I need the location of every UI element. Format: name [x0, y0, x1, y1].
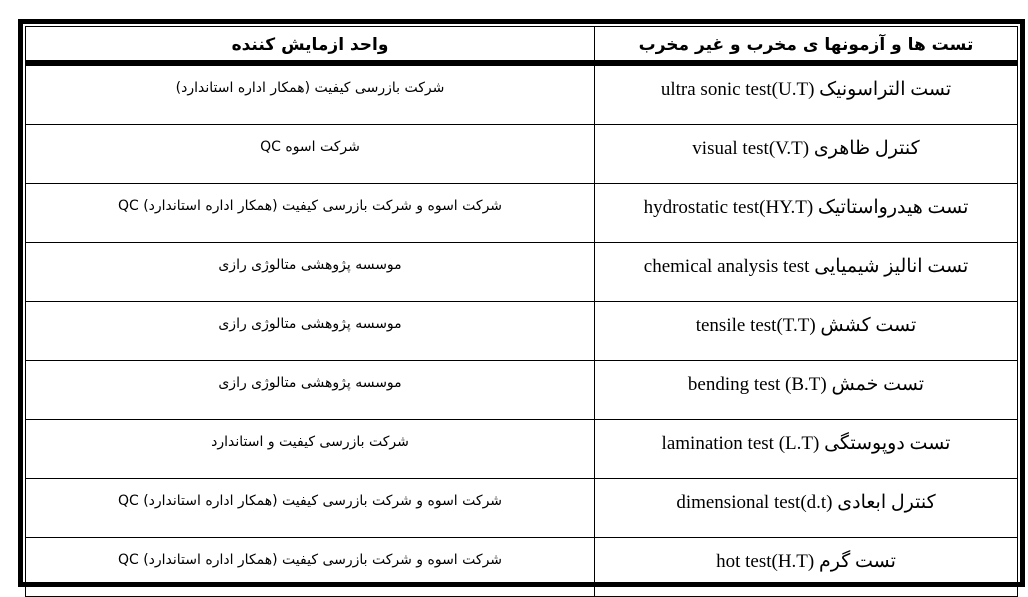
table-row: [26, 125, 1018, 184]
test-cell: کنترل ظاهری visual test(V.T): [595, 125, 1018, 184]
tests-table-frame: [18, 19, 1025, 587]
table-row: [26, 538, 1018, 597]
unit-cell: موسسه پژوهشی متالوژی رازی: [26, 243, 595, 302]
table-row: [26, 184, 1018, 243]
tests-table: [25, 26, 1018, 597]
table-row: [26, 361, 1018, 420]
unit-cell: شرکت بازرسی کیفیت و استاندارد: [26, 420, 595, 479]
test-cell: تست کشش tensile test(T.T): [595, 302, 1018, 361]
test-cell: کنترل ابعادی dimensional test(d.t): [595, 479, 1018, 538]
header-tests: تست ها و آزمونها ی مخرب و غیر مخرب: [595, 27, 1018, 64]
test-cell: تست انالیز شیمیایی chemical analysis test: [595, 243, 1018, 302]
unit-cell: موسسه پژوهشی متالوژی رازی: [26, 361, 595, 420]
unit-cell: شرکت بازرسی کیفیت (همکار اداره استاندارد): [26, 63, 595, 125]
test-cell: تست التراسونیک ultra sonic test(U.T): [595, 63, 1018, 125]
header-row: [26, 27, 1018, 64]
test-cell: تست دوپوستگی lamination test (L.T): [595, 420, 1018, 479]
test-cell: تست خمش bending test (B.T): [595, 361, 1018, 420]
table-row: [26, 243, 1018, 302]
header-unit: واحد ازمایش کننده: [26, 27, 595, 64]
unit-cell: شرکت اسوه و شرکت بازرسی کیفیت (همکار اداره استاندارد) QC: [26, 538, 595, 597]
unit-cell: شرکت اسوه و شرکت بازرسی کیفیت (همکار اداره استاندارد) QC: [26, 184, 595, 243]
table-row: [26, 479, 1018, 538]
table-row: [26, 63, 1018, 125]
unit-cell: موسسه پژوهشی متالوژی رازی: [26, 302, 595, 361]
table-row: [26, 420, 1018, 479]
unit-cell: شرکت اسوه و شرکت بازرسی کیفیت (همکار اداره استاندارد) QC: [26, 479, 595, 538]
unit-cell: شرکت اسوه QC: [26, 125, 595, 184]
test-cell: تست گرم hot test(H.T): [595, 538, 1018, 597]
table-row: [26, 302, 1018, 361]
test-cell: تست هیدرواستاتیک hydrostatic test(HY.T): [595, 184, 1018, 243]
